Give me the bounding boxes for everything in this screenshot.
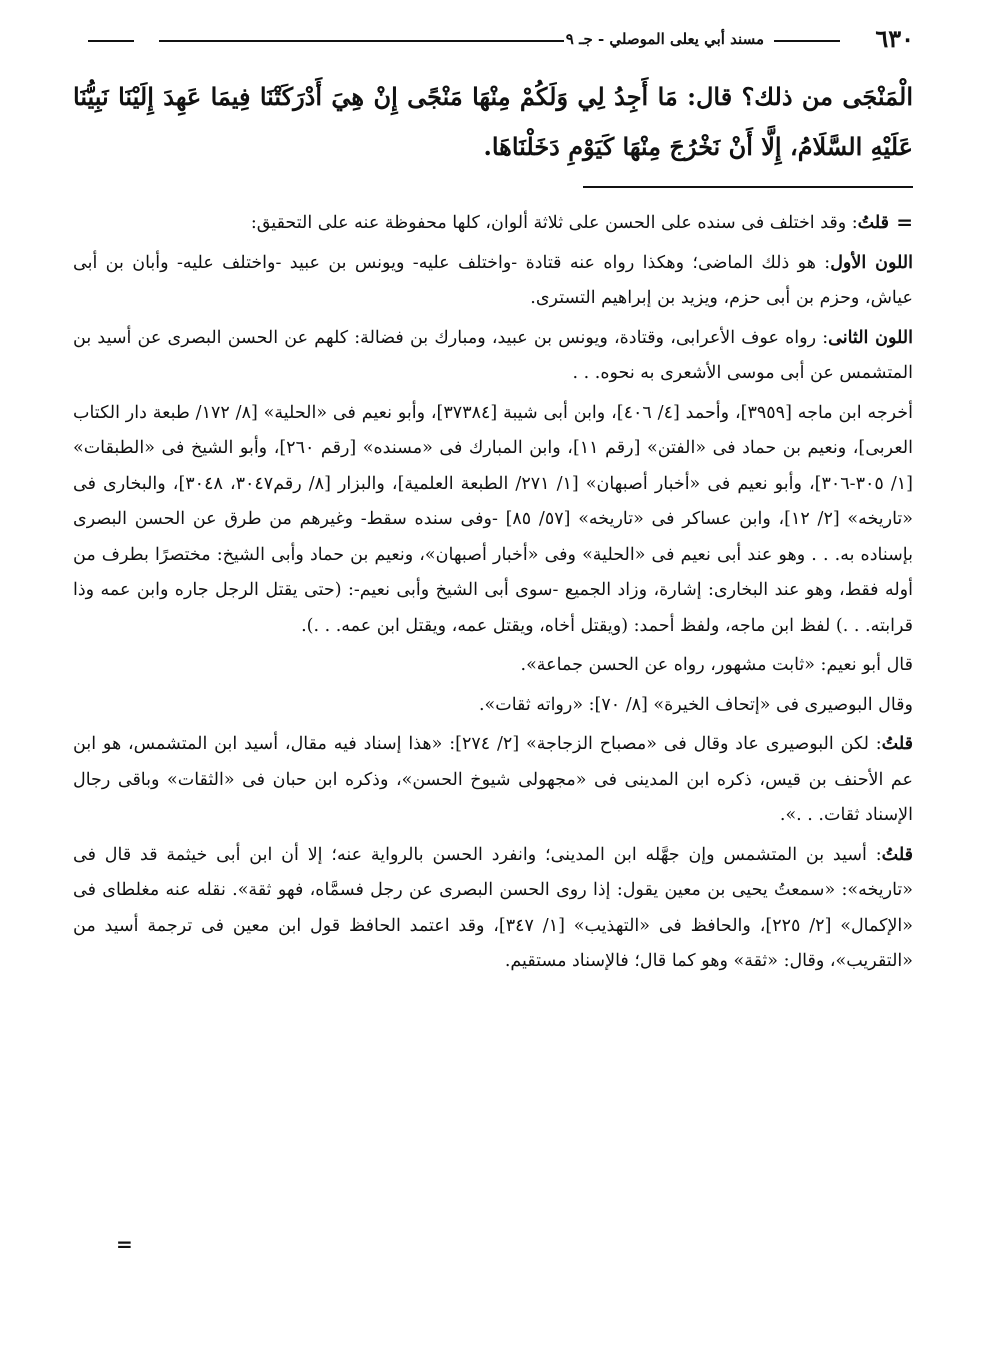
running-header bbox=[88, 24, 914, 54]
commentary-paragraph bbox=[73, 321, 913, 392]
commentary-paragraph bbox=[73, 246, 913, 317]
paragraph-text: أخرجه ابن ماجه [٣٩٥٩]، وأحمد [٤/ ٤٠٦]، وابن أبى شيبة [٣٧٣٨٤]، وأبو نعيم فى «الحلية» [٨/ ١٧٢/ طبعة دار الكتاب العربى]، ونعيم بن حماد فى «الفتن» [رقم ١١]، وابن المبارك فى «مسنده» [رقم ٢٦٠]، وأبو الشيخ فى «الطبقات» [١/ ٣٠٥-٣٠٦]، وأبو نعيم فى «أخبار أصبهان» [١/ ٢٧١/ الطبعة العلمية]، والبزار [٨/ رقم٣٠٤٧، ٣٠٤٨]، والبخارى فى «تاريخه» [٢/ ١٢]، وابن عساكر فى «تاريخه» [٥٧/ ٨٥] -وفى سنده سقط- وغيرهم من طرق عن الحسن البصرى بإسناده به. . . وهو عند أبى نعيم فى «الحلية» وفى «أخبار أصبهان»، ونعيم بن حماد وأبى الشيخ: مختصرًا بطرف من أوله فقط، وهو عند البخارى: إشارة، وزاد الجميع -سوى أبى الشيخ وأبى نعيم-: (حتى يقتل الرجل جاره وابن عمه وذا قرابته. . .) لفظ ابن ماجه، ولفظ أحمد: (ويقتل أخاه، ويقتل عمه، ويقتل ابن عمه. . .). bbox=[73, 402, 914, 636]
paragraph-text: : وقد اختلف فى سنده على الحسن على ثلاثة ألوان، كلها محفوظة عنه على التحقيق: bbox=[250, 213, 858, 233]
header-rule bbox=[88, 40, 134, 42]
paragraph-text: قال أبو نعيم: «ثابت مشهور، رواه عن الحسن جماعة». bbox=[520, 655, 913, 675]
paragraph-text: : رواه عوف الأعرابى، وقتادة، ويونس بن عبيد، ومبارك بن فضالة: كلهم عن الحسن البصرى عن أسيد بن المتشمس عن أبى موسى الأشعرى به نحوه. . . bbox=[73, 327, 913, 383]
paragraph-lead: اللون الثانى bbox=[828, 327, 913, 348]
paragraph-text: : أسيد بن المتشمس وإن جهَّله ابن المدينى؛ وانفرد الحسن بالرواية عنه؛ إلا أن ابن أبى خيثمة قد قال فى «تاريخه»: «سمعتُ يحيى بن معين يقول: إذا روى الحسن البصرى عن رجل فسمَّاه، فهو ثقة». نقله عنه مغلطاى فى «الإكمال» [٢/ ٢٢٥]، والحافظ فى «التهذيب» [١/ ٣٤٧]، وقد اعتمد الحافظ قول ابن معين فى ترجمة أسيد من «التقريب»، وقال: «ثقة» وهو كما قال؛ فالإسناد مستقيم. bbox=[73, 844, 913, 971]
continuation-marker-start: = bbox=[896, 210, 913, 234]
footnote-separator bbox=[583, 186, 913, 188]
commentary-paragraph bbox=[73, 206, 913, 242]
paragraph-lead: قلتُ bbox=[881, 734, 913, 754]
paragraph-text: : هو ذلك الماضى؛ وهكذا رواه عنه قتادة -واختلف عليه- ويونس بن عبيد -واختلف عليه- وأبان بن أبى عياش، وحزم بن أبى حزم، ويزيد بن إبراهيم التسترى. bbox=[73, 252, 913, 308]
header-rule bbox=[774, 40, 840, 42]
commentary-paragraph bbox=[73, 648, 913, 684]
paragraph-lead: قلتُ bbox=[857, 213, 889, 233]
continuation-marker-end: = bbox=[116, 1232, 133, 1256]
paragraph-lead: اللون الأول bbox=[830, 252, 913, 273]
commentary-paragraph bbox=[73, 688, 913, 724]
commentary-paragraph bbox=[73, 396, 913, 645]
book-title: مسند أبي يعلى الموصلي - جـ ٩ bbox=[565, 30, 764, 48]
paragraph-text: وقال البوصيرى فى «إتحاف الخيرة» [٨/ ٧٠]: «رواته ثقات». bbox=[478, 694, 913, 715]
hadith-text: الْمَنْجَى من ذلك؟ قال: مَا أَجِدُ لِي وَلَكُمْ مِنْهَا مَنْجًى إِنْ هِيَ أَدْرَكَتْنَا فِيمَا عَهِدَ إِلَيْنَا نَبِيُّنَا عَلَيْهِ السَّلَامُ، إِلَّا أَنْ نَخْرُجَ مِنْهَا كَيَوْمِ دَخَلْنَاهَا. bbox=[73, 82, 913, 161]
paragraph-lead: قلتُ bbox=[881, 844, 913, 865]
header-rule bbox=[159, 40, 564, 42]
commentary-paragraph bbox=[73, 727, 913, 834]
paragraph-text: : لكن البوصيرى عاد وقال فى «مصباح الزجاجة» [٢/ ٢٧٤]: «هذا إسناد فيه مقال، أسيد ابن المتشمس، هو ابن عم الأحنف بن قيس، ذكره ابن المدينى فى «مجهولى شيوخ الحسن»، وذكره ابن حبان فى «الثقات» وباقى رجال الإسناد ثقات. . .». bbox=[73, 734, 913, 825]
commentary-paragraph bbox=[73, 838, 913, 980]
commentary bbox=[73, 206, 913, 984]
page-number: ٦٣٠ bbox=[875, 24, 914, 53]
